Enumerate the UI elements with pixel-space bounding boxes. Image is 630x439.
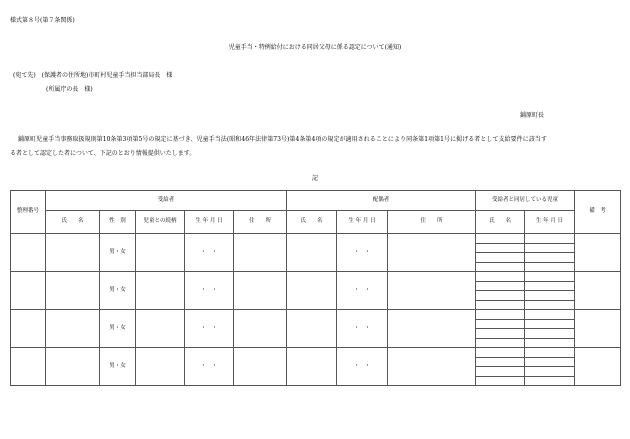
addressee-line: (宛て先) (保護者の住所地)市町村児童手当担当部局長 様 bbox=[13, 72, 173, 79]
table-row bbox=[11, 310, 621, 320]
spouse-dob-cell: ・ ・ bbox=[337, 348, 388, 386]
recipient-dob-cell: ・ ・ bbox=[185, 310, 234, 348]
sex-cell: 男・女 bbox=[100, 234, 136, 272]
sex-cell: 男・女 bbox=[100, 310, 136, 348]
sender-name: 鋪原町長 bbox=[520, 112, 545, 119]
table-row bbox=[11, 348, 621, 358]
spouse-dob-cell: ・ ・ bbox=[337, 310, 388, 348]
form-number: 様式第８号(第７条関係) bbox=[10, 17, 75, 24]
sex-cell: 男・女 bbox=[100, 272, 136, 310]
body-text-line1: 鋪原町児童手当事務取扱規則第10条第3項第5号の規定に基づき、児童手当法(昭和46年法律第73号)第4条第4項の規定が適用されることにより同条第1項第1号に掲げる者として支給要件に該当す bbox=[18, 136, 547, 143]
recipient-name-header: 氏 名 bbox=[46, 211, 100, 234]
recipient-relation-header: 児童との続柄 bbox=[136, 211, 185, 234]
child-dob-header: 生 年 月 日 bbox=[525, 211, 575, 234]
table-row bbox=[11, 272, 621, 282]
group-recipient-header: 受給者 bbox=[46, 191, 287, 211]
sex-cell: 男・女 bbox=[100, 348, 136, 386]
recipient-dob-cell: ・ ・ bbox=[185, 348, 234, 386]
spouse-name-header: 氏 名 bbox=[287, 211, 337, 234]
recipient-dob-header: 生 年 月 日 bbox=[185, 211, 234, 234]
child-name-header: 氏 名 bbox=[476, 211, 525, 234]
group-spouse-header: 配偶者 bbox=[287, 191, 476, 211]
body-text-line2: る者として認定した者について、下記のとおり情報提供いたします。 bbox=[10, 150, 196, 157]
spouse-address-header: 住 所 bbox=[388, 211, 476, 234]
document-title: 児童手当・特例給付における同居父母に係る認定について(通知) bbox=[228, 44, 402, 51]
col-remarks-header: 備 考 bbox=[575, 191, 621, 234]
col-number-header: 整理番号 bbox=[11, 191, 46, 234]
spouse-dob-cell: ・ ・ bbox=[337, 272, 388, 310]
info-table bbox=[10, 190, 621, 386]
spouse-dob-header: 生 年 月 日 bbox=[337, 211, 388, 234]
spouse-dob-cell: ・ ・ bbox=[337, 234, 388, 272]
recipient-address-header: 住 所 bbox=[234, 211, 287, 234]
ki-marker: 記 bbox=[311, 175, 318, 182]
addressee-alt-line: (所属庁の長 様) bbox=[46, 86, 93, 93]
recipient-dob-cell: ・ ・ bbox=[185, 272, 234, 310]
table-row bbox=[11, 234, 621, 244]
recipient-dob-cell: ・ ・ bbox=[185, 234, 234, 272]
group-children-header: 受給者と同居している児童 bbox=[476, 191, 575, 211]
recipient-sex-header: 性 別 bbox=[100, 211, 136, 234]
